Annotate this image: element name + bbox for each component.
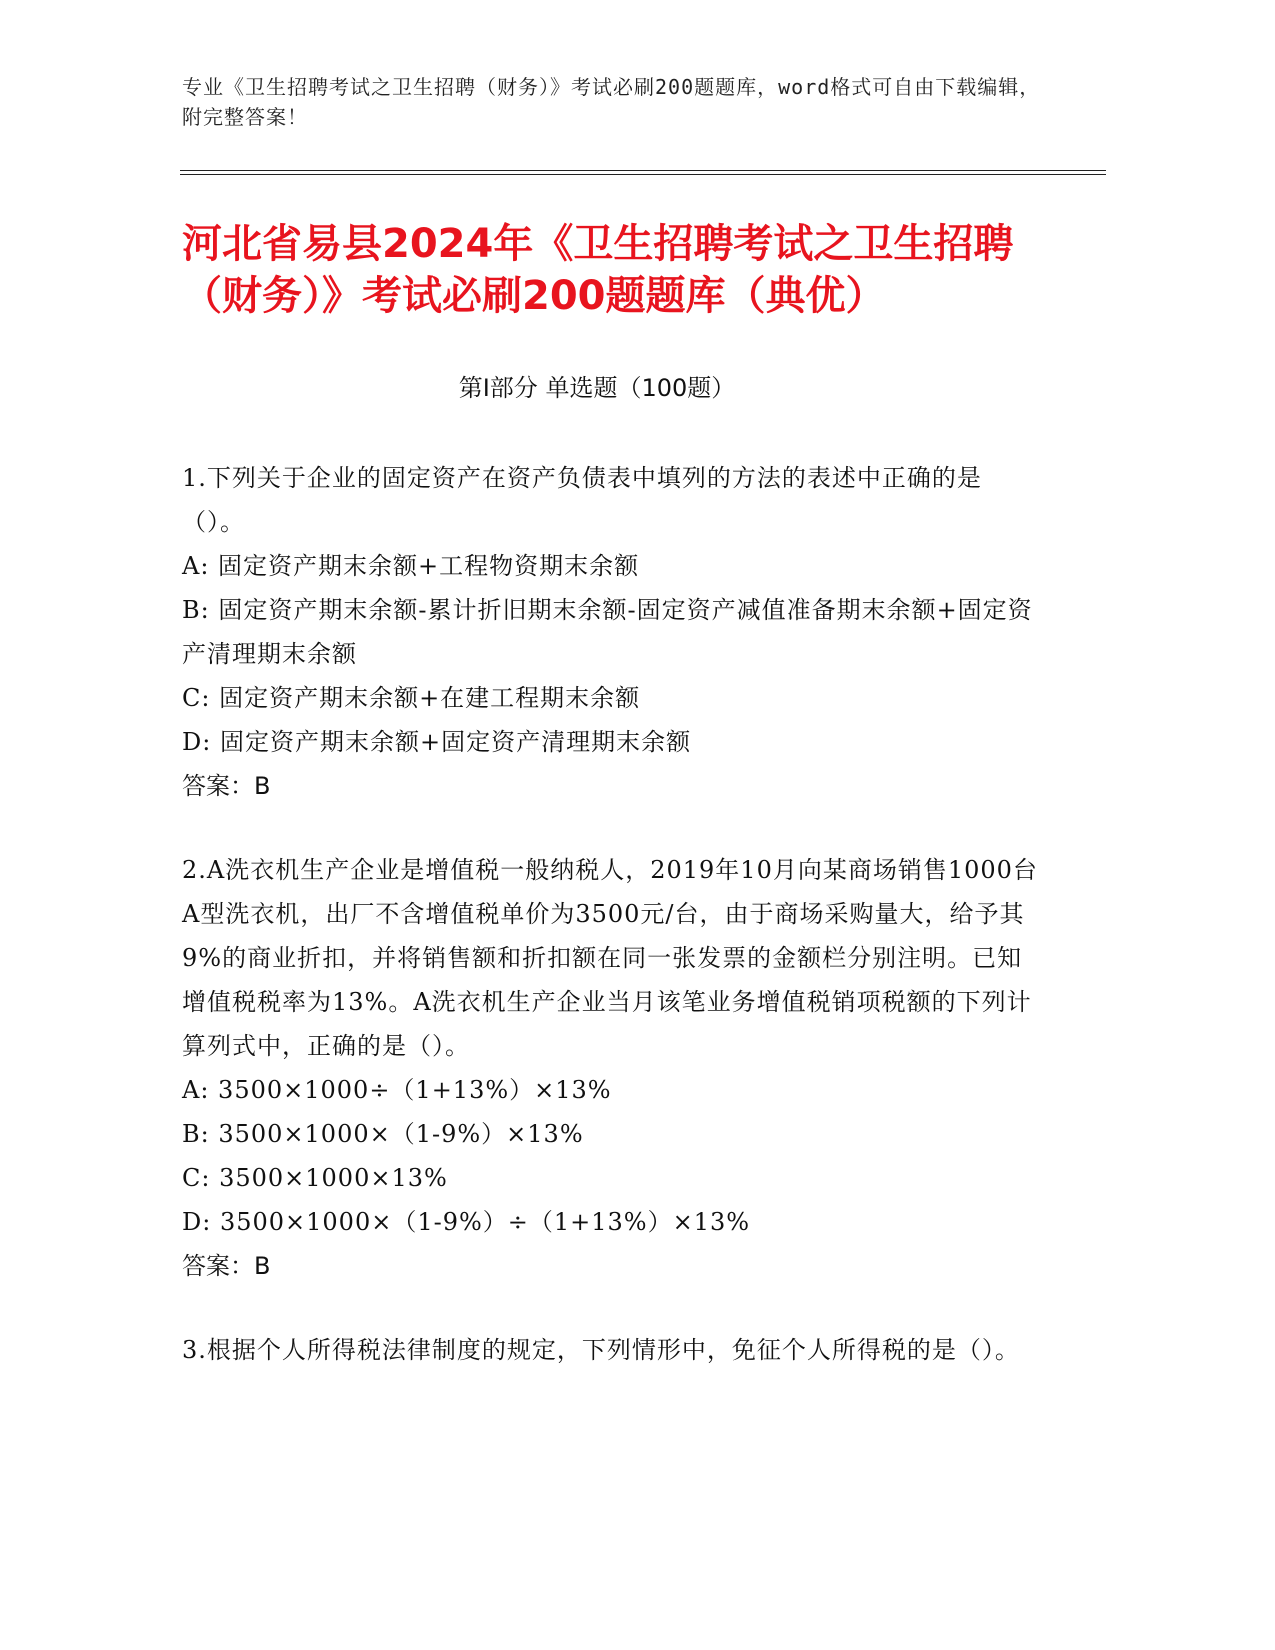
question-1 xyxy=(182,456,1042,808)
answer: 答案：B xyxy=(182,772,271,800)
question-3 xyxy=(182,1328,1042,1372)
option-c: C: 3500×1000×13% xyxy=(182,1164,448,1192)
option-b: B: 3500×1000×（1-9%）×13% xyxy=(182,1120,584,1148)
question-stem: 3.根据个人所得税法律制度的规定，下列情形中，免征个人所得税的是（）。 xyxy=(182,1336,1020,1364)
option-a: A: 固定资产期末余额+工程物资期末余额 xyxy=(182,552,640,580)
header-divider xyxy=(180,170,1106,175)
option-d: D: 3500×1000×（1-9%）÷（1+13%）×13% xyxy=(182,1208,751,1236)
option-a: A: 3500×1000÷（1+13%）×13% xyxy=(182,1076,612,1104)
section-heading: 第I部分 单选题（100题） xyxy=(458,374,736,402)
question-stem: 1.下列关于企业的固定资产在资产负债表中填列的方法的表述中正确的是（）。 xyxy=(182,464,982,536)
answer: 答案：B xyxy=(182,1252,271,1280)
header-note: 专业《卫生招聘考试之卫生招聘（财务）》考试必刷200题题库，word格式可自由下载编辑，附完整答案！ xyxy=(182,75,1041,129)
option-b: B: 固定资产期末余额-累计折旧期末余额-固定资产减值准备期末余额+固定资产清理期末余额 xyxy=(182,596,1033,668)
option-d: D: 固定资产期末余额+固定资产清理期末余额 xyxy=(182,728,692,756)
option-c: C: 固定资产期末余额+在建工程期末余额 xyxy=(182,684,641,712)
question-stem: 2.A洗衣机生产企业是增值税一般纳税人，2019年10月向某商场销售1000台A型洗衣机，出厂不含增值税单价为3500元/台，由于商场采购量大，给予其9%的商业折扣，并将销售额和折扣额在同一张发票的金额栏分别注明。已知增值税税率为13%。A洗衣机生产企业当月该笔业务增值税销项税额的下列计算列式中，正确的是（）。 xyxy=(182,856,1038,1060)
question-2 xyxy=(182,848,1042,1288)
document-title: 河北省易县2024年《卫生招聘考试之卫生招聘（财务）》考试必刷200题题库（典优） xyxy=(182,221,1014,319)
